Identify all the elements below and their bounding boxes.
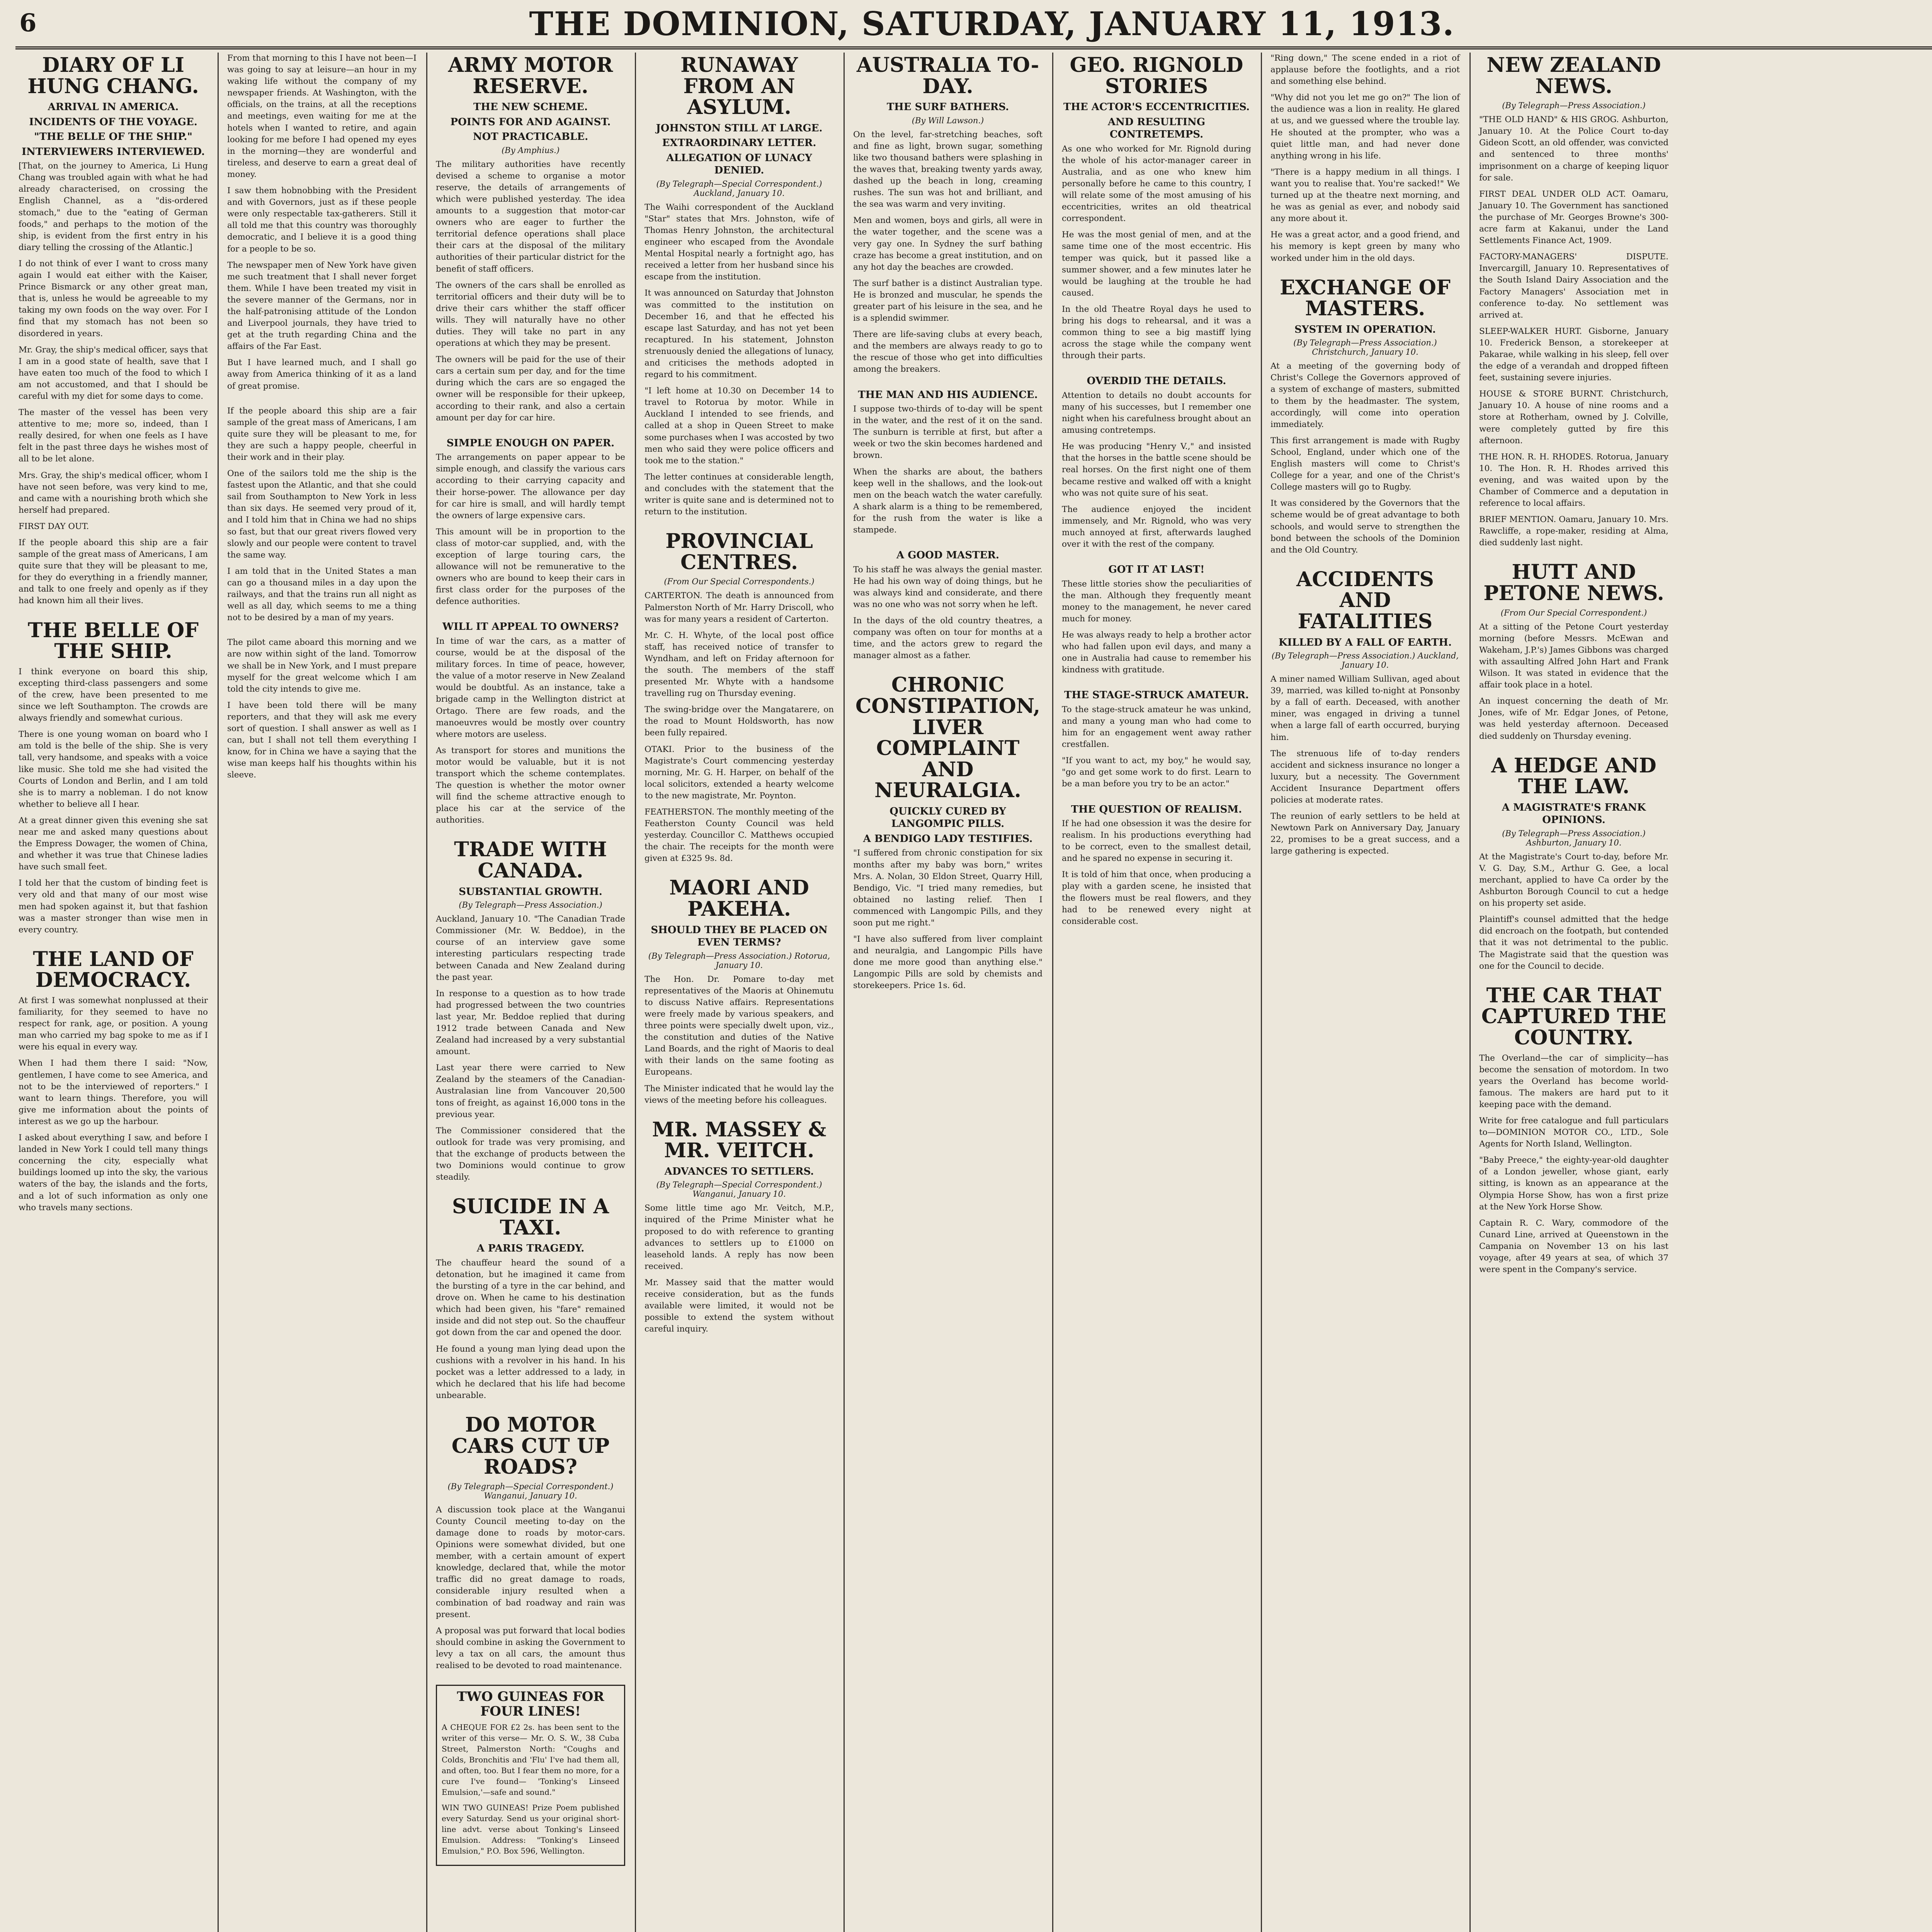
article-paragraph: But I have learned much, and I shall go away from America thinking of it as a land of great promise. [227,358,417,391]
subheading: SIMPLE ENOUGH ON PAPER. [446,437,615,449]
article-paragraph: I think everyone on board this ship, excepting third-class passengers and some of the crew, have been presented to me since we left Southampton. The crowds are always friendly and somewhat curious. [19,667,208,723]
headline: MAORI AND PAKEHA. [669,876,809,921]
article [1479,562,1668,742]
subheading: THE ACTOR'S ECCENTRICITIES. [1063,101,1250,113]
article [1062,803,1251,927]
subheading: GOT IT AT LAST! [1108,564,1205,576]
article-paragraph: It is told of him that once, when producing a play with a garden scene, he insisted that the flowers must be real flowers, and they had to be renewed every night at considerable cost. [1062,870,1251,926]
article-paragraph: The Waihi correspondent of the Auckland "Star" states that Mrs. Johnston, wife of Thomas Henry Johnston, the architectural engineer who escaped from the Avondale Mental Hospital nearly a fortnight ago, has received a letter from her husband since his escape from the institution. [645,202,834,282]
article-paragraph: "Ring down," The scene ended in a riot of applause before the footlights, and a riot and something else behind. [1270,53,1460,87]
article [19,620,208,936]
article-paragraph: The Hon. Dr. Pomare to-day met representatives of the Maoris at Ohinemutu to discuss Native affairs. Representations were freely made by various speakers, and three points were specially dwelt upon, viz., the constitution and duties of the Native Land Boards, and the right of Maoris to deal with their lands on the same footing as Europeans. [645,974,834,1077]
article-paragraph: The surf bather is a distinct Australian type. He is bronzed and muscular, he spends the greater part of his leisure in the sea, and he is a splendid swimmer. [853,278,1043,323]
article-paragraph: At a great dinner given this evening she sat near me and asked many questions about the Empress Dowager, the women of China, and whether it was true that Chinese ladies have such small feet. [19,815,208,872]
article [645,55,834,518]
byline: (By Telegraph—Press Association.) [459,900,602,910]
article [1062,375,1251,550]
article-paragraph: "I suffered from chronic constipation for six months after my baby was born," writes Mrs. A. Nolan, 30 Eldon Street, Quarry Hill, Bendigo, Vic. "I tried many remedies, but obtained no lasting relief. Then I commenced with Langompic Pills, and they soon put me right." [853,848,1043,928]
article-paragraph: In response to a question as to how trade had progressed between the two countries last year, Mr. Beddoe replied that during 1912 trade between Canada and New Zealand had increased by a very substantial amount. [436,988,625,1057]
headline: THE CAR THAT CAPTURED THE COUNTRY. [1481,983,1667,1049]
article [853,675,1043,992]
subheading: JOHNSTON STILL AT LARGE. [656,122,823,134]
subheading: ARRIVAL IN AMERICA. [48,101,179,113]
article-paragraph: BRIEF MENTION. Oamaru, January 10. Mrs. Rawcliffe, a rope-maker, residing at Alma, died suddenly last night. [1479,515,1668,548]
article-paragraph: As one who worked for Mr. Rignold during the whole of his actor-manager career in Australia, and as one who knew him personally before he came to this country, I will relate some of the most amusing of his eccentricities, writes an old theatrical correspondent. [1062,144,1251,224]
article [645,878,834,1106]
article-paragraph: The military authorities have recently devised a scheme to organise a motor reserve, the details of arrangements of which were published yesterday. The idea amounts to a suggestion that motor-car owners who are eager to further the territorial defence operations shall place their cars at the disposal of the military authorities of their particular district for the benefit of staff officers. [436,159,625,274]
article [853,549,1043,662]
article-paragraph: [That, on the journey to America, Li Hung Chang was troubled again with what he had already characterised, on crossing the English Channel, as a "dis-ordered stomach," due to the "eating of German foods," and perhaps to the motion of the ship, is evident from the first entry in his diary telling the crossing of the Atlantic.] [19,161,208,252]
subheading: A BENDIGO LADY TESTIFIES. [863,833,1033,845]
article [436,1196,625,1401]
subheading: SYSTEM IN OPERATION. [1294,323,1436,335]
subheading: NOT PRACTICABLE. [473,131,588,143]
article-paragraph: FEATHERSTON. The monthly meeting of the Featherston County Council was held yesterday. Councillor C. Matthews occupied the chair. The receipts for the month were given at £325 9s. 8d. [645,807,834,864]
article [19,949,208,1214]
column-rule [635,53,636,1932]
article [1062,563,1251,676]
article-paragraph: One of the sailors told me the ship is the fastest upon the Atlantic, and that she could sail from Southampton to New York in less than six days. He seemed very proud of it, and I told him that in China we had no ships so fast, but that our great rivers flowed very slowly and our people were content to travel the same way. [227,469,417,560]
article-paragraph: The swing-bridge over the Mangatarere, on the road to Mount Holdsworth, has now been fully repaired. [645,705,834,738]
article-paragraph: He was a great actor, and a good friend, and his memory is kept green by many who worked under him in the old days. [1270,230,1460,263]
article-paragraph: On the level, far-stretching beaches, soft and fine as light, brown sugar, something like two thousand bathers were splashing in the waves that, breaking twenty yards away, dashed up the beach in long, creaming rushes. The sun was hot and brilliant, and the sea was warm and very inviting. [853,129,1043,209]
article-paragraph: OTAKI. Prior to the business of the Magistrate's Court commencing yesterday morning, Mr. G. H. Harper, on behalf of the local solicitors, extended a hearty welcome to the new magistrate, Mr. Poynton. [645,744,834,801]
article-paragraph: At first I was somewhat nonplussed at their familiarity, for they seemed to have no respect for rank, age, or position. A young man who carried my bag spoke to me as if I were his equal in every way. [19,996,208,1052]
column-8 [1478,53,1670,1932]
advertisement-title: TWO GUINEAS FOR FOUR LINES! [457,1689,604,1719]
article-paragraph: I have been told there will be many reporters, and that they will ask me every sort of question. I shall answer as well as I can, but I shall not tell them everything I know, for in China we have a saying that the wise man keeps half his thoughts within his sleeve. [227,700,417,780]
article-paragraph: Write for free catalogue and full particulars to—DOMINION MOTOR CO., LTD., Sole Agents for North Island, Wellington. [1479,1116,1668,1149]
article-paragraph: As transport for stores and munitions the motor would be valuable, but it is not transport which the scheme contemplates. The question is whether the motor owner will find the scheme attractive enough to place his car at the service of the authorities. [436,745,625,825]
article-paragraph: I do not think of ever I want to cross many again I would eat either with the Kaiser, Prince Bismarck or any other great man, that is, unless he would be agreeable to my taking my own foods on the way over. For I find that my stomach has not been so disordered in years. [19,259,208,338]
byline: (By Telegraph—Press Association.) [1502,101,1646,111]
article [436,1415,625,1672]
byline: (By Telegraph—Press Association.) Christchurch, January 10. [1293,338,1437,357]
article-paragraph: Auckland, January 10. "The Canadian Trade Commissioner (Mr. W. Beddoe), in the course of an interview gave some interesting particulars respecting trade between Canada and New Zealand during the past year. [436,914,625,982]
article-paragraph: To the stage-struck amateur he was unkind, and many a young man who had come to him for an engagement went away rather crestfallen. [1062,704,1251,750]
article-paragraph: A discussion took place at the Wanganui County Council meeting to-day on the damage done to roads by motor-cars. Opinions were somewhat divided, but one member, with a certain amount of expert knowledge, declared that, while the motor traffic did no great damage to roads, considerable injury resulted when a combination of bad roadway and rain was present. [436,1505,625,1619]
article [436,55,625,424]
article-paragraph: FIRST DAY OUT. [19,521,89,531]
article [645,531,834,864]
article [1270,569,1460,857]
headline: DO MOTOR CARS CUT UP ROADS? [451,1413,610,1479]
article-paragraph: An inquest concerning the death of Mr. Jones, wife of Mr. Edgar Jones, of Petone, was held yesterday afternoon. Deceased died suddenly on Thursday evening. [1479,696,1668,741]
article-paragraph: It was announced on Saturday that Johnston was committed to the institution on December 16, and that he effected his escape last Saturday, and has not yet been recaptured. In his statement, Johnston strenuously denied the allegations of lunacy, and criticises the methods adopted in regard to his commitment. [645,288,834,380]
article-paragraph: The master of the vessel has been very attentive to me; more so, indeed, than I really desired, for when one feels as I have felt in the past three days he wishes most of all to be let alone. [19,408,208,464]
column-rule [844,53,845,1932]
subheading: THE QUESTION OF REALISM. [1071,803,1242,815]
article [1479,55,1668,549]
article-paragraph: He was the most genial of men, and at the same time one of the most eccentric. His temper was quick, but it passed like a summer shower, and a few minutes later he would be laughing at the trouble he had caused. [1062,230,1251,298]
subheading: THE STAGE-STRUCK AMATEUR. [1064,689,1249,701]
article-paragraph: FIRST DEAL UNDER OLD ACT. Oamaru, January 10. The Government has sanctioned the purchase of Mr. Georges Browne's 300-acre farm at Kakanui, under the Land Settlements Finance Act, 1909. [1479,189,1668,246]
subheading: SUBSTANTIAL GROWTH. [459,886,602,898]
article-paragraph: Mrs. Gray, the ship's medical officer, whom I have not seen before, was very kind to me, and came with a nourishing broth which she herself had prepared. [19,470,208,515]
headline: CHRONIC CONSTIPATION, LIVER COMPLAINT AND NEURALGIA. [855,673,1041,803]
article [1270,53,1460,264]
article-paragraph: There is one young woman on board who I am told is the belle of the ship. She is very tall, very handsome, and speaks with a voice like music. She told me she had visited the Courts of London and Berlin, and I am told she is to marry a nobleman. I do not know whether to believe all I hear. [19,730,208,809]
article-paragraph: In the old Theatre Royal days he used to bring his dogs to rehearsal, and it was a common thing to see a big mastiff lying across the stage while the company went through their parts. [1062,304,1251,361]
article-paragraph: From that morning to this I have not been—I was going to say at leisure—an hour in my waking life without the company of my newspaper friends. At Washington, with the officials, on the trains, at all the receptions and meetings, even waiting for me at the hotels when I wanted to retire, and again looking for me before I had opened my eyes in the morning—they are wonderful and tireless, and deserve to earn a great deal of money. [227,53,417,179]
advertisement-box [436,1685,625,1866]
headline: PROVINCIAL CENTRES. [665,529,813,574]
headline: GEO. RIGNOLD STORIES [1070,53,1243,98]
column-4 [643,53,835,1932]
article-paragraph: Attention to details no doubt accounts for many of his successes, but I remember one night when his carefulness brought about an amusing contretemps. [1062,390,1251,435]
column-2 [226,53,418,1932]
article-paragraph: This amount will be in proportion to the class of motor-car supplied, and, with the exception of large touring cars, the allowance will not be remunerative to the owners who are bound to keep their cars in first class order for the purposes of the defence authorities. [436,527,625,607]
column-rule [1052,53,1053,1932]
headline: TRADE WITH CANADA. [454,838,607,883]
column-1 [17,53,209,1932]
column-rule [426,53,427,1932]
newspaper-title: THE DOMINION, SATURDAY, JANUARY 11, 1913. [529,5,1455,43]
article-paragraph: This first arrangement is made with Rugby School, England, under which one of the English masters will come to Christ's College for a year, and one of the Christ's College masters will go to Rugby. [1270,435,1460,492]
article-paragraph: SLEEP-WALKER HURT. Gisborne, January 10. Frederick Benson, a storekeeper at Pakarae, while walking in his sleep, fell over the edge of a verandah and dropped fifteen feet, sustaining severe injuries. [1479,326,1668,383]
article-paragraph: The owners will be paid for the use of their cars a certain sum per day, and for the time during which the cars are so engaged the owner will be responsible for their upkeep, according to their rank, and also a certain amount per day for car hire. [436,355,625,423]
article-paragraph: A miner named William Sullivan, aged about 39, married, was killed to-night at Ponsonby by a fall of earth. Deceased, with another miner, was engaged in driving a tunnel when a large fall of earth occurred, burying him. [1270,674,1460,742]
headline: EXCHANGE OF MASTERS. [1280,276,1451,321]
subheading: EXTRAORDINARY LETTER. [662,137,816,149]
article-paragraph: He was producing "Henry V.," and insisted that the horses in the battle scene should be real horses. On the first night one of them became restive and walked off with a knight who was not quite sure of his seat. [1062,442,1251,498]
article-paragraph: Plaintiff's counsel admitted that the hedge did encroach on the footpath, but contended that it was not detrimental to the public. The Magistrate said that the question was one for the Council to decide. [1479,915,1668,971]
subheading: INTERVIEWERS INTERVIEWED. [22,146,205,158]
article-paragraph: THE HON. R. H. RHODES. Rotorua, January 10. The Hon. R. H. Rhodes arrived this evening, and was waited upon by the Chamber of Commerce and a deputation in reference to local affairs. [1479,452,1668,509]
article-paragraph: When the sharks are about, the bathers keep well in the shallows, and the look-out men on the beach watch the water carefully. A shark alarm is a thing to be remembered, for the rush from the water is like a stampede. [853,467,1043,535]
article-paragraph: The strenuous life of to-day renders accident and sickness insurance no longer a luxury, but a necessity. The Government Accident Insurance Department offers policies at moderate rates. [1270,748,1460,805]
article-paragraph: Captain R. C. Wary, commodore of the Cunard Line, arrived at Queenstown in the Campania on November 13 on his last voyage, after 49 years at sea, of which 37 were spent in the Company's service. [1479,1218,1668,1275]
article-paragraph: I saw them hobnobbing with the President and with Governors, just as if these people were only respectable tax-gatherers. Still it all told me that this country was thoroughly democratic, and I believe it is a good thing for a people to be so. [227,186,417,254]
subheading: THE MAN AND HIS AUDIENCE. [858,389,1038,401]
article-paragraph: When I had them there I said: "Now, gentlemen, I have come to see America, and not to be the interviewed of reporters." I want to learn things. Therefore, you will give me information about the points of interest as we go up the harbour. [19,1058,208,1126]
article-paragraph: CARTERTON. The death is announced from Palmerston North of Mr. Harry Driscoll, who was for many years a resident of Carterton. [645,591,834,624]
byline: (From Our Special Correspondents.) [664,577,815,587]
article [1270,277,1460,556]
article-paragraph: WIN TWO GUINEAS! Prize Poem published every Saturday. Send us your original short-line advt. verse about Tonking's Linseed Emulsion. Address: "Tonking's Linseed Emulsion," P.O. Box 596, Wellington. [442,1803,619,1855]
headline: SUICIDE IN A TAXI. [452,1195,609,1240]
article-paragraph: "I left home at 10.30 on December 14 to travel to Rotorua by motor. While in Auckland I intended to see friends, and called at a shop in Queen Street to make some purchases when I was accosted by two men who said they were police officers and took me to the station." [645,386,834,466]
article-paragraph: He found a young man lying dead upon the cushions with a revolver in his hand. In his pocket was a letter addressed to a lady, in which he declared that his life had become unbearable. [436,1344,625,1400]
article-paragraph: The arrangements on paper appear to be simple enough, and classify the various cars according to their carrying capacity and their horse-power. The allowance per day for car hire is small, and will hardly tempt the owners of large expensive cars. [436,452,625,520]
article-paragraph: He was always ready to help a brother actor who had fallen upon evil days, and many a one in Australia had cause to remember his kindness with gratitude. [1062,630,1251,675]
article-paragraph: The chauffeur heard the sound of a detonation, but he imagined it came from the bursting of a tyre in the car behind, and drove on. When he came to his destination which had been given, his "fare" remained inside and did not step out. So the chauffeur got down from the car and opened the door. [436,1258,625,1338]
advertisement [436,1685,625,1866]
article-paragraph: The audience enjoyed the incident immensely, and Mr. Rignold, who was very much annoyed at first, afterwards laughed over it with the rest of the company. [1062,504,1251,549]
article-paragraph: To his staff he was always the genial master. He had his own way of doing things, but he was always kind and considerate, and there was no one who was not sorry when he left. [853,565,1043,609]
article-paragraph: If he had one obsession it was the desire for realism. In his productions everything had to be correct, even to the smallest detail, and he spared no expense in securing it. [1062,819,1251,864]
article-paragraph: I am told that in the United States a man can go a thousand miles in a day upon the railways, and that the trains run all night as well as all day, which seems to me a thing not to be desired by a man of my years. [227,566,417,623]
byline: (From Our Special Correspondent.) [1500,608,1647,617]
column-7 [1269,53,1461,1932]
column-rule [218,53,219,1932]
article-paragraph: At the Magistrate's Court to-day, before Mr. V. G. Day, S.M., Arthur G. Gee, a local merchant, applied to have Ca order by the Ashburton Borough Council to cut a hedge on his property set aside. [1479,852,1668,908]
subheading: "THE BELLE OF THE SHIP." [34,131,192,143]
byline: (By Telegraph—Press Association.) Auckland, January 10. [1271,651,1459,670]
article-paragraph: Mr. Gray, the ship's medical officer, says that I am in a good state of health, save that I have eaten too much of the food to which I am not accustomed, and that I should be careful with my diet for some days to come. [19,345,208,401]
article-paragraph: "THE OLD HAND" & HIS GROG. Ashburton, January 10. At the Police Court to-day Gideon Scott, an old offender, was convicted and sentenced to three months' imprisonment on a charge of keeping liquor for sale. [1479,115,1668,183]
byline: (By Telegraph—Special Correspondent.) Auckland, January 10. [656,179,822,198]
byline: (By Will Lawson.) [912,116,984,125]
article [436,621,625,826]
subheading: SHOULD THEY BE PLACED ON EVEN TERMS? [651,924,828,949]
subheading: AND RESULTING CONTRETEMPS. [1107,116,1206,141]
article-paragraph: A proposal was put forward that local bodies should combine in asking the Government to levy a tax on all cars, the amount thus realised to be devoted to road maintenance. [436,1626,625,1671]
subheading: THE NEW SCHEME. [473,101,588,113]
article-paragraph: I asked about everything I saw, and before I landed in New York I could tell many things concerning the city, especially what buildings loomed up into the sky, the various waters of the bay, the islands and the forts, and a lot of such information as only one who travels many sections. [19,1133,208,1213]
byline: (By Telegraph—Special Correspondent.) Wanganui, January 10. [656,1180,822,1199]
article-paragraph: A CHEQUE FOR £2 2s. has been sent to the writer of this verse— Mr. O. S. W., 38 Cuba Street, Palmerston North: "Coughs and Colds, Bronchitis and 'Flu' I've had them all, and often, too. But I fear them no more, for a cure I've found— 'Tonking's Linseed Emulsion,'—safe and sound." [442,1722,619,1797]
article [227,53,417,392]
byline: (By Telegraph—Special Correspondent.) Wanganui, January 10. [447,1481,614,1500]
article-paragraph: Mr. C. H. Whyte, of the local post office staff, has received notice of transfer to Wyndham, and left on Friday afternoon for the south. The members of the staff presented Mr. Whyte with a handsome travelling rug on Thursday evening. [645,630,834,699]
article [436,437,625,608]
article-paragraph: It was considered by the Governors that the scheme would be of great advantage to both schools, and would serve to strengthen the bond between the schools of the Dominion and the Old Country. [1270,498,1460,555]
subheading: WILL IT APPEAL TO OWNERS? [442,621,619,633]
article [853,389,1043,536]
article-paragraph: At a sitting of the Petone Court yesterday morning (before Messrs. McEwan and Wakeham, J.P.'s) James Gibbons was charged with assaulting Alfred John Hart and Frank Wilson. It was stated in evidence that the affair took place in a hotel. [1479,622,1668,690]
article-paragraph: Mr. Massey said that the matter would receive consideration, but as the funds available were limited, it would not be possible to extend the system without careful inquiry. [645,1277,834,1334]
subheading: THE SURF BATHERS. [886,101,1009,113]
headline: ACCIDENTS AND FATALITIES [1296,567,1434,633]
masthead [15,5,1932,49]
subheading: POINTS FOR AND AGAINST. [450,116,611,128]
subheading: A PARIS TRAGEDY. [476,1243,585,1255]
article-paragraph: Some little time ago Mr. Veitch, M.P., inquired of the Prime Minister what he proposed to do with reference to granting advances to settlers up to £1000 on leasehold lands. A reply has now been received. [645,1203,834,1271]
article [645,1119,834,1335]
subheading: QUICKLY CURED BY LANGOMPIC PILLS. [889,805,1006,830]
headline: MR. MASSEY & MR. VEITCH. [652,1117,827,1163]
headline: ARMY MOTOR RESERVE. [448,53,613,98]
article-paragraph: The Minister indicated that he would lay the views of the meeting before his colleagues. [645,1083,834,1105]
article-paragraph: If the people aboard this ship are a fair sample of the great mass of Americans, I am quite sure they will be pleasant to me, for they are such a happy people, cheerful in their work and in their play. [227,406,417,462]
article-paragraph: HOUSE & STORE BURNT. Christchurch, January 10. A house of nine rooms and a store at Rotherham, owned by J. Colville, were completely gutted by fire this afternoon. [1479,389,1668,446]
article-paragraph: There are life-saving clubs at every beach, and the members are always ready to go to the rescue of those who get into difficulties among the breakers. [853,330,1043,374]
article-paragraph: The Overland—the car of simplicity—has become the sensation of motordom. In two years the Overland has become world-famous. The makers are hard put to it keeping pace with the demand. [1479,1053,1668,1109]
article-paragraph: "If you want to act, my boy," he would say, "go and get some work to do first. Learn to be a man before you try to be an actor." [1062,756,1251,789]
article-paragraph: "Why did not you let me go on?" The lion of the audience was a lion in reality. He glared at us, and we guessed where the trouble lay. He shouted at the prompter, who was a quiet little man, and had never done anything wrong in his life. [1270,93,1460,161]
article-paragraph: I suppose two-thirds of to-day will be spent in the water, and the rest of it on the sand. The sunburn is terrible at first, but after a week or two the skin becomes hardened and brown. [853,404,1043,461]
article-paragraph: The owners of the cars shall be enrolled as territorial officers and their duty will be to drive their cars whither the staff officer wills. They will naturally have no other duties. They will take no part in any operations at which they may be present. [436,280,625,349]
headline: A HEDGE AND THE LAW. [1491,753,1656,799]
subheading: A GOOD MASTER. [896,549,999,561]
byline: (By Telegraph—Press Association.) Rotorua, January 10. [648,951,830,970]
article-paragraph: Men and women, boys and girls, all were in the water together, and the scene was a very gay one. In Sydney the surf bathing craze has become a great institution, and on any hot day the beaches are crowded. [853,216,1043,272]
article-paragraph: "There is a happy medium in all things. I want you to realise that. You're sacked!" We turned up at the theatre next morning, and he was as genial as ever, and nobody said any more about it. [1270,167,1460,224]
page-number: 6 [19,9,37,37]
article [1062,689,1251,790]
subheading: A MAGISTRATE'S FRANK OPINIONS. [1502,801,1646,826]
article [853,55,1043,376]
article [1479,985,1668,1276]
article [227,405,417,624]
article-paragraph: At a meeting of the governing body of Christ's College the Governors approved of a system of exchange of masters, submitted to them by the headmaster. The system, accordingly, will come into operation immediately. [1270,361,1460,429]
headline: THE LAND OF DEMOCRACY. [33,947,194,992]
subheading: KILLED BY A FALL OF EARTH. [1278,636,1452,648]
column-rule [1261,53,1262,1932]
article-paragraph: I told her that the custom of binding feet is very old and that many of our most wise men had spoken against it, but that fashion was a master stronger than wise men in every country. [19,878,208,935]
article-paragraph: The reunion of early settlers to be held at Newtown Park on Anniversary Day, January 22, promises to be a great success, and a large gathering is expected. [1270,811,1460,856]
article-paragraph: FACTORY-MANAGERS' DISPUTE. Invercargill, January 10. Representatives of the South Island Dairy Association and the Factory Managers' Association met in conference to-day. No settlement was arrived at. [1479,252,1668,320]
subheading: ADVANCES TO SETTLERS. [664,1165,814,1177]
headline: THE BELLE OF THE SHIP. [27,618,199,663]
column-5 [852,53,1044,1932]
subheading: INCIDENTS OF THE VOYAGE. [29,116,197,128]
headline: HUTT AND PETONE NEWS. [1483,560,1664,605]
article-paragraph: The pilot came aboard this morning and we are now within sight of the land. Tomorrow we shall be in New York, and I must prepare myself for the great welcome which I am told the city intends to give me. [227,638,417,694]
headline: NEW ZEALAND NEWS. [1486,53,1661,98]
subheading: OVERDID THE DETAILS. [1087,375,1226,387]
article-paragraph: In time of war the cars, as a matter of course, would be at the disposal of the military forces. In time of peace, however, the value of a motor reserve in New Zealand would be doubtful. As an instance, take a brigade camp in the Wellington district at Ortago. There are few roads, and the manoeuvres would be mostly over country where motors are useless. [436,636,625,739]
article-paragraph: The letter continues at considerable length, and concludes with the statement that the writer is quite sane and is determined not to return to the institution. [645,472,834,517]
article-paragraph: Last year there were carried to New Zealand by the steamers of the Canadian-Australasian line from Vancouver 20,500 tons of freight, as against 16,000 tons in the previous year. [436,1063,625,1119]
article-paragraph: The Commissioner considered that the outlook for trade was very promising, and that the exchange of products between the two Dominions would continue to grow steadily. [436,1126,625,1182]
column-rule [1469,53,1471,1932]
article-paragraph: In the days of the old country theatres, a company was often on tour for months at a time, and the actors grew to regard the manager almost as a father. [853,616,1043,661]
column-3 [434,53,627,1932]
subheading: ALLEGATION OF LUNACY DENIED. [666,152,812,177]
byline: (By Telegraph—Press Association.) Ashburton, January 10. [1502,828,1646,847]
byline: (By Amphius.) [501,145,560,155]
article-paragraph: If the people aboard this ship are a fair sample of the great mass of Americans, I am quite sure that they will be pleasant to me, for they do everything in a friendly manner, and talk to one freely and openly as if they had known him all their lives. [19,538,208,606]
article [436,839,625,1183]
article-paragraph: The newspaper men of New York have given me such treatment that I shall never forget them. While I have been treated my visit in the severe manner of the Germans, nor in the half-patronising attitude of the London and Liverpool journals, they have tried to get at the truth regarding China and the affairs of the Far East. [227,260,417,352]
article [19,55,208,607]
article [1062,55,1251,362]
article-paragraph: "Baby Preece," the eighty-year-old daughter of a London jeweller, whose giant, early sitting, is known as an appearance at the Olympia Horse Show, has won a first prize at the New York Horse Show. [1479,1155,1668,1212]
article-paragraph: These little stories show the peculiarities of the man. Although they frequently meant money to the management, he never cared much for money. [1062,579,1251,624]
article-paragraph: "I have also suffered from liver complaint and neuralgia, and Langompic Pills have done me more good than anything else." Langompic Pills are sold by chemists and storekeepers. Price 1s. 6d. [853,934,1043,991]
headline: RUNAWAY FROM AN ASYLUM. [680,53,798,119]
article [227,637,417,781]
article [1479,755,1668,972]
headline: DIARY OF LI HUNG CHANG. [27,53,199,98]
headline: AUSTRALIA TO-DAY. [856,53,1039,98]
column-6 [1060,53,1253,1932]
